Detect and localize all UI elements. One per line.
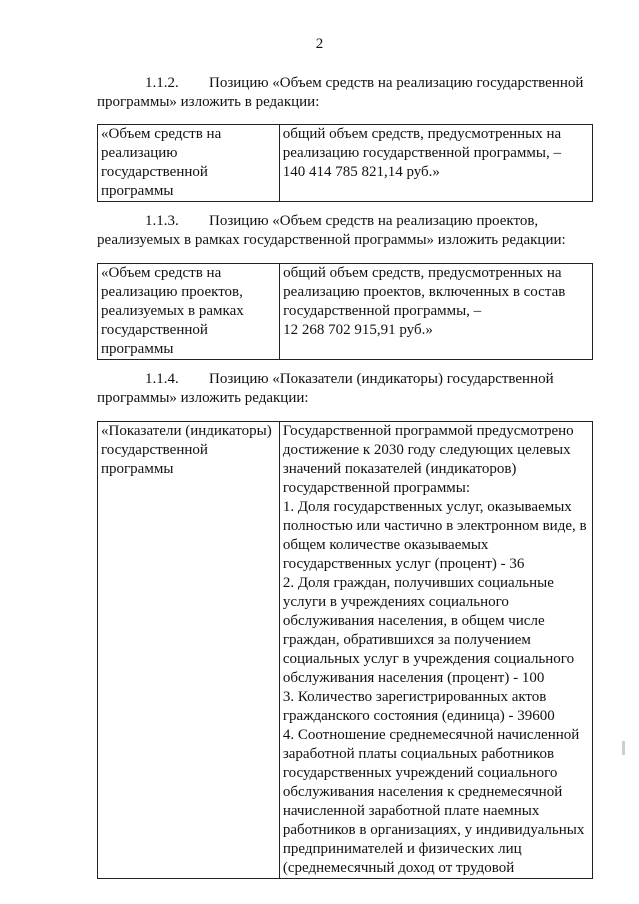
cell-line: общем количестве оказываемых (282, 537, 489, 553)
position-value-cell (279, 422, 592, 879)
cell-line: гражданского состояния (единица) - 39600 (282, 708, 555, 724)
section-number: 1.1.3. (145, 213, 179, 229)
scan-margin-mark (622, 741, 625, 755)
cell-line: «Показатели (индикаторы) (101, 423, 272, 439)
heading-text: Позицию «Показатели (индикаторы) государственной (209, 371, 554, 387)
cell-line: полностью или частично в электронном виде, в (282, 518, 587, 534)
cell-line: государственной программы, – (283, 303, 482, 319)
heading-line (97, 370, 609, 389)
cell-line: государственной (101, 164, 208, 180)
section-heading (97, 74, 609, 112)
heading-line: программы» изложить в редакции: (97, 94, 320, 110)
cell-line: программы (101, 341, 174, 357)
cell-line: начисленной заработной плате наемных (282, 803, 540, 819)
cell-line: 1. Доля государственных услуг, оказываемых (282, 499, 572, 515)
page-number: 2 (315, 36, 324, 52)
table-row (98, 125, 593, 202)
position-name-cell (98, 125, 280, 202)
heading-line: реализуемых в рамках государственной программы» изложить редакции: (97, 232, 566, 248)
cell-line: реализуемых в рамках (101, 303, 244, 319)
cell-line: государственных услуг (процент) - 36 (282, 556, 525, 572)
cell-line: 4. Соотношение среднемесячной начисленной (282, 727, 580, 743)
amendment-table (97, 263, 593, 360)
cell-line: 2. Доля граждан, получивших социальные (282, 575, 554, 591)
cell-line: программы (101, 183, 174, 199)
cell-line: заработной платы социальных работников (282, 746, 555, 762)
cell-line: общий объем средств, предусмотренных на (282, 126, 562, 142)
cell-line: услуги в учреждениях социального (282, 594, 509, 610)
heading-text: Позицию «Объем средств на реализацию государственной (209, 75, 584, 91)
cell-line: достижение к 2030 году следующих целевых (282, 442, 571, 458)
cell-line: реализацию проектов, включенных в состав (283, 284, 566, 300)
cell-line: «Объем средств на (101, 126, 222, 142)
heading-line: программы» изложить редакции: (97, 390, 309, 406)
cell-line: обслуживания населения к среднемесячной (282, 784, 563, 800)
cell-line: государственной (101, 322, 208, 338)
table-row (98, 422, 593, 879)
cell-line: «Объем средств на (101, 265, 222, 281)
section-number: 1.1.4. (145, 371, 179, 387)
position-value-cell (279, 125, 592, 202)
cell-line: работников в организациях, у индивидуальных (282, 822, 585, 838)
position-value-cell (280, 264, 593, 360)
cell-line: 140 414 785 821,14 руб.» (282, 164, 440, 180)
amendment-table (97, 421, 593, 879)
cell-line: граждан, обратившихся за получением (282, 632, 531, 648)
cell-line: 3. Количество зарегистрированных актов (282, 689, 547, 705)
cell-line: значений показателей (индикаторов) (282, 461, 517, 477)
section-number: 1.1.2. (145, 75, 179, 91)
cell-line: обслуживания населения, в общем числе (282, 613, 545, 629)
cell-line: Государственной программой предусмотрено (282, 423, 574, 439)
heading-text: Позицию «Объем средств на реализацию проектов, (209, 213, 539, 229)
cell-line: обслуживания населения (процент) - 100 (282, 670, 545, 686)
heading-line (97, 212, 609, 231)
position-name-cell (98, 422, 280, 879)
cell-line: программы (101, 461, 174, 477)
table-row (98, 264, 593, 360)
cell-line: государственной программы: (282, 480, 471, 496)
cell-line: реализацию (101, 145, 178, 161)
cell-line: социальных услуг в учреждения социального (282, 651, 575, 667)
heading-line (97, 74, 609, 93)
cell-line: государственной (101, 442, 208, 458)
cell-line: (среднемесячный доход от трудовой (282, 860, 515, 876)
section-heading (97, 212, 609, 250)
section-heading (97, 370, 609, 408)
cell-line: реализацию государственной программы, – (282, 145, 561, 161)
position-name-cell (98, 264, 280, 360)
cell-line: 12 268 702 915,91 руб.» (283, 322, 433, 338)
cell-line: государственных учреждений социального (282, 765, 558, 781)
cell-line: реализацию проектов, (101, 284, 243, 300)
cell-line: предпринимателей и физических лиц (282, 841, 522, 857)
amendment-table (97, 124, 593, 202)
cell-line: общий объем средств, предусмотренных на (283, 265, 562, 281)
